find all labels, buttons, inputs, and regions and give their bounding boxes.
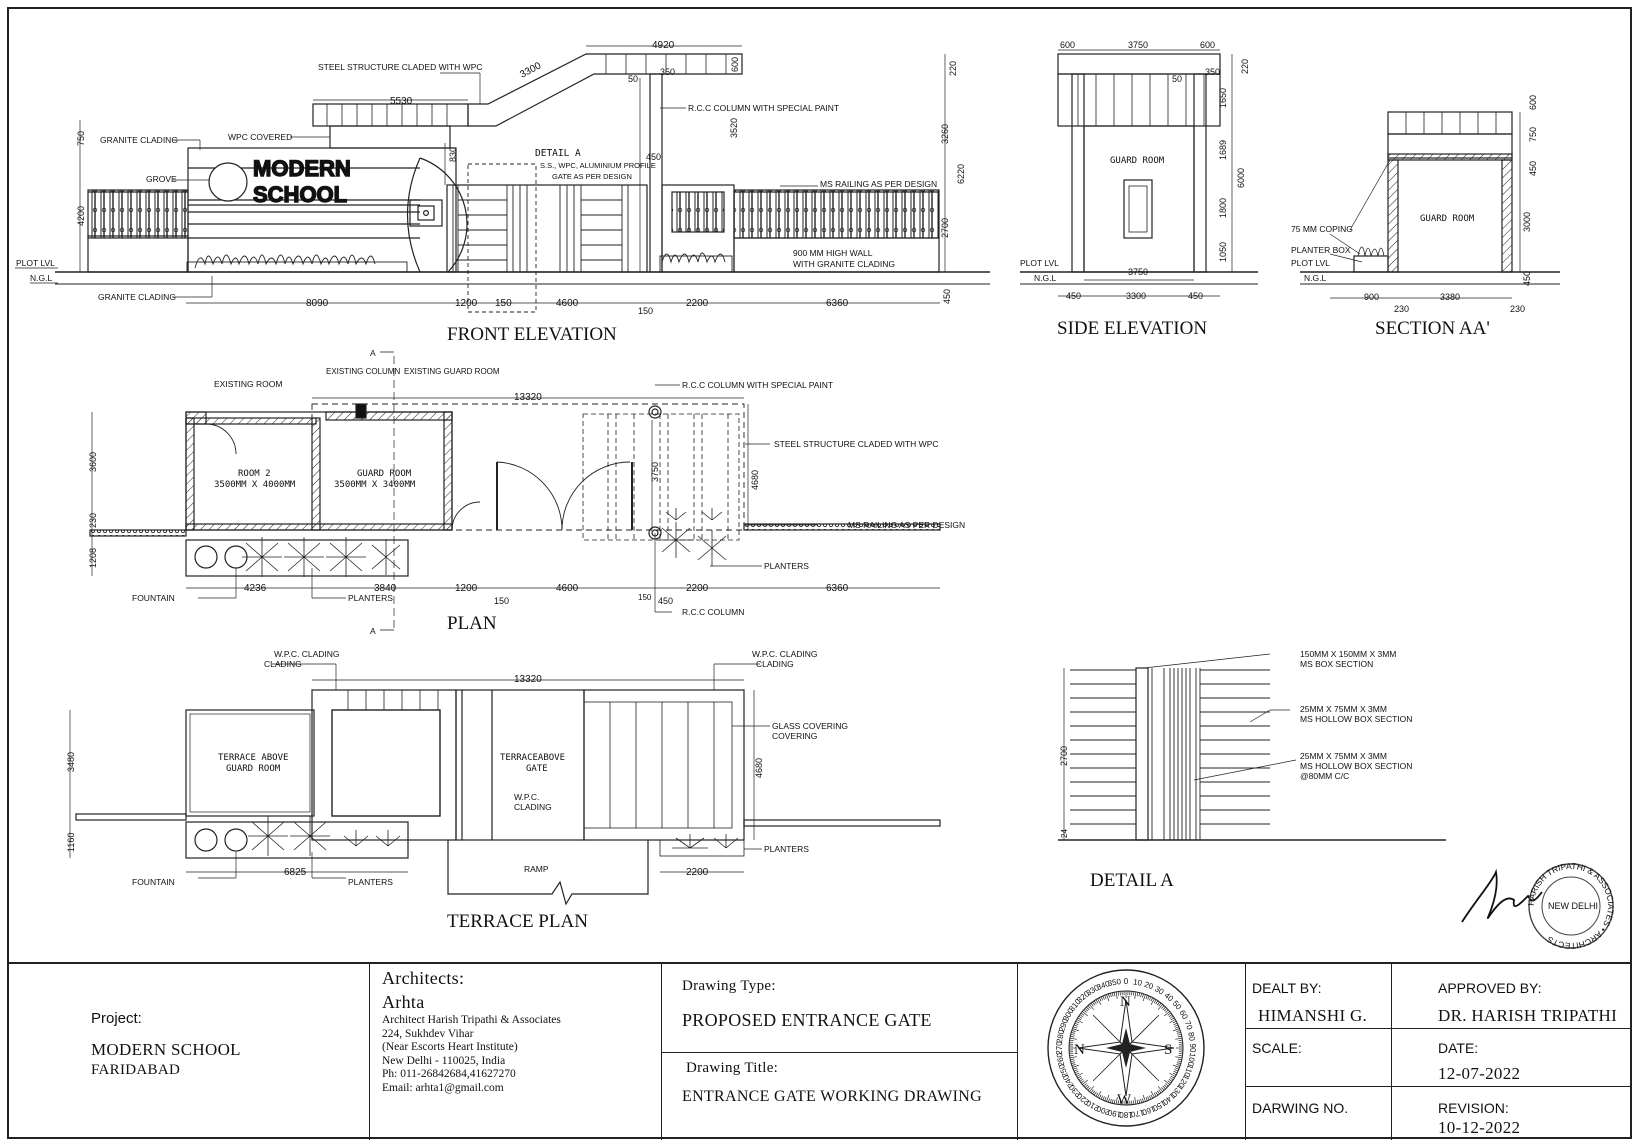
plan-section-mark-bottom: A	[370, 626, 376, 636]
gate-elevation	[447, 185, 647, 272]
sign-plaque	[410, 200, 442, 226]
compass-south: W	[1117, 1092, 1132, 1108]
detail-dim-2700: 2700	[1059, 745, 1069, 766]
note-gate-1: S.S., WPC, ALUMINIUM PROFILE	[540, 161, 656, 170]
compass-degree-label: 270	[1055, 1041, 1064, 1055]
terrace-glass-area	[584, 690, 744, 840]
terrace-gate-2: GATE	[526, 764, 548, 774]
compass-degree-label: 80	[1186, 1031, 1197, 1042]
compass-degree-label: 220	[1075, 1091, 1092, 1107]
side-dim-3750-bottom: 3750	[1128, 267, 1149, 277]
detail-note-1a: 150MM X 150MM X 3MM	[1300, 649, 1397, 659]
stamp-city: NEW DELHI	[1548, 901, 1599, 911]
side-dim-450a: 450	[1066, 291, 1082, 301]
plan-dim-450: 450	[658, 596, 674, 606]
note-ngl: N.G.L	[30, 273, 53, 283]
dim-4200: 4200	[76, 205, 86, 226]
guard-room-side-wall	[1084, 126, 1194, 272]
dim-5530: 5530	[390, 96, 413, 107]
compass-degree-label: 50	[1170, 998, 1184, 1012]
dim-6220: 6220	[956, 163, 966, 184]
drawing-no-label: DARWING NO.	[1252, 1100, 1349, 1116]
plan-dim-3750: 3750	[650, 461, 660, 482]
side-dim-1050: 1050	[1218, 241, 1228, 262]
title-plan: PLAN	[447, 613, 497, 634]
note-detail-a: DETAIL A	[535, 148, 581, 159]
dim-750: 750	[76, 130, 86, 146]
note-granite-cladding-top: GRANITE CLADING	[100, 135, 178, 145]
terrace-fountain: FOUNTAIN	[132, 877, 175, 887]
dim-4600: 4600	[556, 298, 579, 309]
compass-west: N	[1074, 1042, 1085, 1058]
compass-degree-label: 180	[1119, 1110, 1133, 1119]
compass-degree-label: 190	[1107, 1107, 1122, 1120]
compass-degree-label: 330	[1084, 983, 1101, 998]
project-cell	[8, 964, 370, 1140]
plan-dim-6360: 6360	[826, 583, 849, 594]
plan-room2-size: 3500MM X 4000MM	[214, 480, 296, 490]
detail-note-3a: 25MM X 75MM X 3MM	[1300, 751, 1387, 761]
side-dim-350: 350	[1205, 67, 1221, 77]
dim-2200: 2200	[686, 298, 709, 309]
terrace-dim-3480: 3480	[66, 751, 76, 772]
compass-degree-label: 210	[1084, 1098, 1101, 1113]
section-dim-230b: 230	[1510, 304, 1526, 314]
note-steel-structure: STEEL STRUCTURE CLADED WITH WPC	[318, 62, 483, 72]
dim-4920: 4920	[652, 40, 675, 51]
plan-existing-column: EXISTING COLUMN	[326, 367, 401, 376]
terrace-ramp: RAMP	[524, 864, 549, 874]
section-wall-right	[1502, 160, 1512, 272]
plan-dim-1208: 1208	[88, 547, 98, 568]
plan-dim-1200: 1200	[455, 583, 478, 594]
compass-degree-label: 90	[1188, 1043, 1197, 1053]
plan-planters-right: PLANTERS	[764, 561, 809, 571]
terrace-wpc-center-1: W.P.C.	[514, 792, 540, 802]
plan-dim-3840: 3840	[374, 583, 397, 594]
section-dim-750: 750	[1528, 126, 1538, 142]
compass-degree-label: 280	[1054, 1029, 1067, 1044]
title-section-aa: SECTION AA'	[1375, 318, 1490, 339]
plan-dim-4600: 4600	[556, 583, 579, 594]
section-room-label: GUARD ROOM	[1420, 214, 1475, 224]
compass-degree-label: 60	[1177, 1008, 1190, 1021]
plan-dim-4680: 4680	[750, 469, 760, 490]
dim-3260: 3260	[940, 123, 950, 144]
compass-north: N	[1120, 994, 1131, 1010]
title-side-elevation: SIDE ELEVATION	[1057, 318, 1208, 339]
section-aa-view	[1300, 112, 1560, 298]
note-gate-2: GATE AS PER DESIGN	[552, 172, 632, 181]
compass-degree-label: 100	[1185, 1052, 1198, 1067]
section-dim-3380: 3380	[1440, 292, 1461, 302]
compass-degree-label: 170	[1130, 1107, 1145, 1120]
grove-circle	[209, 163, 247, 201]
plan-dim-4236: 4236	[244, 583, 267, 594]
note-wpc-covered: WPC COVERED	[228, 132, 293, 142]
dim-350: 350	[660, 67, 676, 77]
terrace-planters-right: PLANTERS	[764, 844, 809, 854]
section-dim-230a: 230	[1394, 304, 1410, 314]
architects-cell	[370, 964, 662, 1140]
dim-8090: 8090	[306, 298, 329, 309]
architect-stamp	[1526, 861, 1616, 951]
plan-dim-13320: 13320	[514, 392, 542, 403]
approved-by: DR. HARISH TRIPATHI	[1438, 1006, 1618, 1025]
revision-value: 10-12-2022	[1438, 1118, 1521, 1137]
address-line-1: Architect Harish Tripathi & Associates	[382, 1014, 561, 1026]
section-ngl: N.G.L	[1304, 273, 1327, 283]
drawing-title: ENTRANCE GATE WORKING DRAWING	[682, 1088, 982, 1105]
plan-existing-guard: EXISTING GUARD ROOM	[404, 367, 500, 376]
terrace-dim-1160: 1160	[66, 832, 76, 852]
side-window	[1124, 180, 1152, 238]
plan-dim-230: 230	[88, 512, 98, 528]
compass-degree-label: 0	[1123, 977, 1129, 986]
dealt-scale-cell	[1246, 964, 1392, 1140]
section-coping: 75 MM COPING	[1291, 224, 1353, 234]
terrace-gate-1: TERRACEABOVE	[500, 753, 566, 763]
compass-degree-label: 150	[1151, 1098, 1168, 1113]
revision-label: REVISION:	[1438, 1100, 1509, 1116]
address-line-2: 224, Sukhdev Vihar	[382, 1027, 474, 1040]
side-ngl: N.G.L	[1034, 273, 1057, 283]
note-grove: GROVE	[146, 174, 177, 184]
plan-guard-size: 3500MM X 3400MM	[334, 480, 416, 490]
dim-1200: 1200	[455, 298, 478, 309]
side-elevation-texts	[1020, 40, 1250, 301]
stamp-ring-text: HARISH TRIPATHI & ASSOCIATES • ARCHITECTS	[1525, 860, 1617, 952]
title-front-elevation: FRONT ELEVATION	[447, 324, 617, 345]
compass-degree-label: 240	[1061, 1073, 1076, 1090]
title-detail-a: DETAIL A	[1090, 870, 1174, 891]
detail-note-2b: MS HOLLOW BOX SECTION	[1300, 714, 1413, 724]
compass-degree-label: 230	[1067, 1082, 1083, 1099]
side-dim-3750: 3750	[1128, 40, 1149, 50]
terrace-dim-6825: 6825	[284, 867, 307, 878]
dim-3300: 3300	[518, 60, 544, 81]
terrace-glass: GLASS COVERING	[772, 721, 849, 731]
detail-a-view	[1058, 654, 1446, 840]
terrace-plan-view	[70, 664, 940, 904]
compass-degree-label: 10	[1132, 977, 1143, 988]
section-dim-450b: 450	[1522, 270, 1532, 286]
compass-degree-label: 320	[1075, 989, 1092, 1005]
side-dim-220: 220	[1240, 58, 1250, 74]
address-line-3: (Near Escorts Heart Institute)	[382, 1041, 518, 1053]
plan-section-mark-top: A	[370, 348, 376, 358]
title-block	[8, 962, 1631, 1138]
left-railing	[88, 190, 188, 238]
compass-degree-label: 110	[1182, 1063, 1195, 1079]
existing-column-mark	[356, 404, 366, 418]
dim-150: 150	[495, 298, 512, 309]
address-line-6: Email: arhta1@gmail.com	[382, 1081, 504, 1094]
detail-note-3b: MS HOLLOW BOX SECTION	[1300, 761, 1413, 771]
detail-a-callout-box	[468, 164, 536, 312]
terrace-guard-area	[186, 710, 314, 816]
drawing-info-cell	[662, 964, 1018, 1140]
side-dim-600a: 600	[1060, 40, 1076, 50]
ms-railing-right	[734, 190, 939, 238]
section-dim-450: 450	[1528, 160, 1538, 176]
project-label: Project:	[91, 1010, 142, 1027]
date-value: 12-07-2022	[1438, 1064, 1521, 1083]
plan-canopy-outline	[312, 404, 744, 530]
dim-450-bottom: 450	[942, 288, 952, 304]
dim-3520: 3520	[729, 117, 739, 138]
detail-note-2a: 25MM X 75MM X 3MM	[1300, 704, 1387, 714]
dim-2700: 2700	[940, 217, 950, 238]
compass-degree-label: 300	[1061, 1006, 1076, 1023]
terrace-dim-2200: 2200	[686, 867, 709, 878]
compass-cell	[1018, 964, 1246, 1140]
plan-existing-room: EXISTING ROOM	[214, 379, 283, 389]
terrace-dim-13320: 13320	[514, 674, 542, 685]
plan-dim-150-b: 150	[638, 593, 652, 602]
plan-room2-name: ROOM 2	[238, 469, 271, 479]
terrace-dim-4680: 4680	[754, 757, 764, 778]
wpc-roof-box	[313, 104, 468, 126]
plan-steel-structure: STEEL STRUCTURE CLADED WITH WPC	[774, 439, 939, 449]
compass-degree-label: 290	[1056, 1017, 1071, 1034]
side-dim-600b: 600	[1200, 40, 1216, 50]
section-aa-texts	[1291, 95, 1538, 314]
note-plot-lvl: PLOT LVL	[16, 258, 55, 268]
dim-150-b: 150	[638, 306, 654, 316]
note-rcc-column: R.C.C COLUMN WITH SPECIAL PAINT	[688, 103, 840, 113]
terrace-gate-area	[456, 690, 584, 840]
date-label: DATE:	[1438, 1040, 1479, 1056]
compass-degree-label: 200	[1095, 1103, 1112, 1118]
terrace-wpc-left-2: CLADING	[264, 659, 302, 669]
dim-6360: 6360	[826, 298, 849, 309]
note-wall-1: 900 MM HIGH WALL	[793, 248, 873, 258]
terrace-texts-2	[264, 659, 817, 741]
approved-by-label: APPROVED BY:	[1438, 980, 1542, 996]
side-room-label: GUARD ROOM	[1110, 156, 1165, 166]
compass-degree-label: 140	[1160, 1091, 1177, 1107]
left-granite-wall	[88, 236, 188, 272]
section-dim-3000: 3000	[1522, 211, 1532, 232]
section-wall-left	[1388, 160, 1398, 272]
dim-50: 50	[628, 74, 639, 84]
compass-degree-label: 40	[1162, 990, 1176, 1004]
title-terrace-plan: TERRACE PLAN	[447, 911, 588, 932]
rcc-column-elevation	[650, 74, 662, 272]
address-line-4: New Delhi - 110025, India	[382, 1054, 506, 1067]
compass-degree-label: 70	[1182, 1019, 1195, 1031]
approval-cell	[1392, 964, 1631, 1140]
terrace-guard-1: TERRACE ABOVE	[218, 753, 289, 763]
compass-degree-label: 260	[1054, 1052, 1067, 1067]
section-dim-900: 900	[1364, 292, 1380, 302]
dealt-by: HIMANSHI G.	[1258, 1006, 1368, 1025]
compass-degree-label: 130	[1169, 1082, 1185, 1099]
window-grille	[672, 192, 724, 232]
section-dim-600: 600	[1528, 94, 1538, 110]
side-dim-1800: 1800	[1218, 197, 1228, 218]
address-line-5: Ph: 011-26842684,41627270	[382, 1068, 516, 1080]
detail-note-1b: MS BOX SECTION	[1300, 659, 1374, 669]
side-plot-lvl: PLOT LVL	[1020, 258, 1059, 268]
plan-guard-name: GUARD ROOM	[357, 469, 412, 479]
plan-dim-2200: 2200	[686, 583, 709, 594]
plan-dim-3600: 3600	[88, 451, 98, 472]
detail-box-section	[1136, 668, 1148, 840]
note-ms-railing: MS RAILING AS PER DESIGN	[820, 179, 938, 189]
project-name: MODERN SCHOOL	[91, 1040, 241, 1059]
plan-rcc-column: R.C.C COLUMN	[682, 607, 745, 617]
section-planter: PLANTER BOX	[1291, 245, 1351, 255]
firm-name: Arhta	[382, 992, 425, 1012]
sign-text-modern: MODERN	[253, 156, 351, 181]
architects-label: Architects:	[382, 968, 465, 988]
terrace-planters: PLANTERS	[348, 877, 393, 887]
plan-dim-150: 150	[494, 596, 510, 606]
note-wall-2: WITH GRANITE CLADING	[793, 259, 896, 269]
terrace-wpc-left-1: W.P.C. CLADING	[274, 649, 340, 659]
dim-830: 830	[448, 146, 458, 162]
terrace-wpc-right-2: CLADING	[756, 659, 794, 669]
plan-fountain: FOUNTAIN	[132, 593, 175, 603]
dim-450-top: 450	[646, 152, 662, 162]
drawing-type: PROPOSED ENTRANCE GATE	[682, 1010, 932, 1030]
project-city: FARIDABAD	[91, 1062, 181, 1078]
compass-degree-label: 340	[1095, 978, 1112, 993]
terrace-texts	[66, 649, 848, 887]
compass-degree-label: 250	[1056, 1062, 1071, 1079]
compass-east: S	[1164, 1042, 1173, 1058]
terrace-wpc-right-1: W.P.C. CLADING	[752, 649, 818, 659]
side-dim-3300: 3300	[1126, 291, 1147, 301]
sign-text-school: SCHOOL	[253, 182, 348, 207]
compass-degree-label: 30	[1153, 984, 1166, 997]
side-dim-6000: 6000	[1236, 167, 1246, 188]
compass-degree-label: 310	[1067, 997, 1083, 1014]
plan-texts	[88, 348, 965, 636]
compass-degree-label: 20	[1143, 979, 1155, 992]
plan-ms-railing: MS RAILING AS PER DESIGN	[848, 520, 966, 530]
terrace-guard-2: GUARD ROOM	[226, 764, 281, 774]
plan-planters: PLANTERS	[348, 593, 393, 603]
note-granite-cladding-bottom: GRANITE CLADING	[98, 292, 176, 302]
dealt-by-label: DEALT BY:	[1252, 980, 1322, 996]
compass-degree-label: 350	[1107, 976, 1122, 989]
plan-rcc-column-top: R.C.C COLUMN WITH SPECIAL PAINT	[682, 380, 834, 390]
sloped-steel-structure	[468, 54, 742, 126]
front-elevation-notes	[16, 62, 937, 302]
side-dim-450b: 450	[1188, 291, 1204, 301]
compass-degree-label: 160	[1140, 1103, 1157, 1118]
terrace-glass-2: COVERING	[772, 731, 818, 741]
section-plot-lvl: PLOT LVL	[1291, 258, 1330, 268]
detail-dim-24: 24	[1060, 829, 1069, 838]
terrace-wpc-center-2: CLADING	[514, 802, 552, 812]
side-dim-1650: 1650	[1218, 87, 1228, 108]
side-dim-50: 50	[1172, 74, 1183, 84]
drawing-title-label: Drawing Title:	[686, 1060, 779, 1076]
detail-note-3c: @80MM C/C	[1300, 771, 1350, 781]
compass-degree-label: 120	[1176, 1073, 1191, 1090]
dim-220: 220	[948, 60, 958, 76]
scale-label: SCALE:	[1252, 1040, 1302, 1056]
drawing-type-label: Drawing Type:	[682, 978, 776, 994]
side-dim-1689: 1689	[1218, 139, 1228, 160]
dim-600: 600	[730, 56, 740, 72]
